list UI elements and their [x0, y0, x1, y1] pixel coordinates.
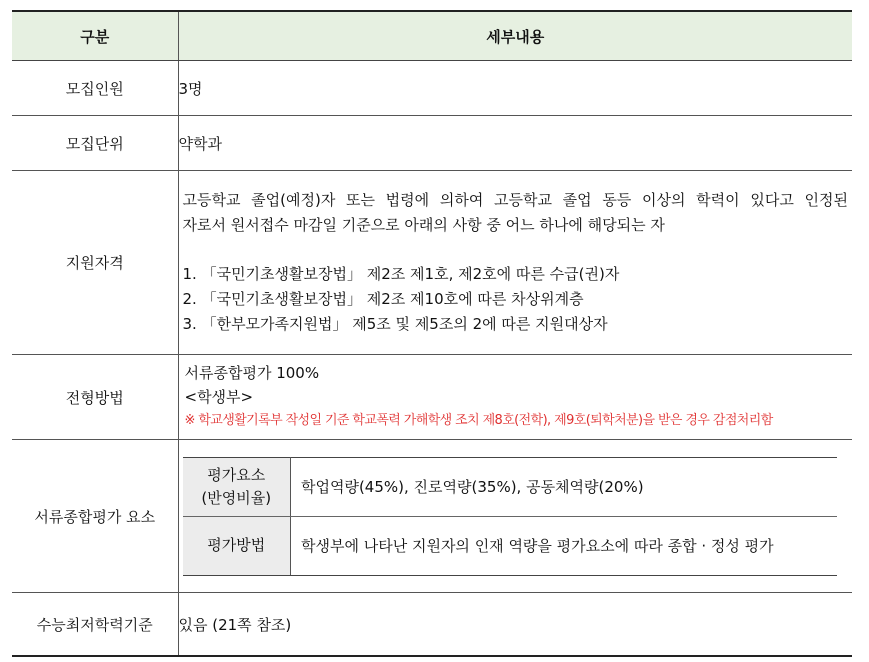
method-label: 평가방법	[183, 516, 291, 575]
selection-method-note: ※ 학교생활기록부 작성일 기준 학교폭력 가해학생 조치 제8호(전학), 제9호(퇴학처분)을 받은 경우 감점처리함	[184, 413, 773, 428]
qualification-intro-line2: 자로서 원서접수 마감일 기준으로 아래의 사항 중 어느 하나에 해당되는 자	[182, 216, 665, 234]
value-csat-min: 있음 (21쪽 참조)	[178, 593, 852, 657]
header-details: 세부내용	[178, 11, 852, 61]
value-qualification	[178, 171, 852, 355]
value-selection-method	[178, 355, 852, 440]
factor-label-line2: (반영비율)	[201, 488, 272, 507]
qualification-item: 3. 「한부모가족지원법」 제5조 및 제5조의 2에 따른 지원대상자	[182, 315, 608, 333]
value-recruit-unit: 약학과	[178, 116, 852, 171]
subtable-row	[183, 457, 837, 516]
qualification-item: 2. 「국민기초생활보장법」 제2조 제10호에 따른 차상위계층	[182, 290, 584, 308]
table-header-row	[12, 11, 852, 61]
table-row	[12, 355, 852, 440]
table-row	[12, 171, 852, 355]
label-doc-eval: 서류종합평가 요소	[12, 440, 178, 593]
qualification-item: 1. 「국민기초생활보장법」 제2조 제1호, 제2호에 따른 수급(권)자	[182, 265, 620, 283]
qualification-intro-line1: 고등학교 졸업(예정)자 또는 법령에 의하여 고등학교 졸업 동등 이상의 학력이 있다고 인정된	[182, 191, 848, 209]
table-row	[12, 61, 852, 116]
method-value: 학생부에 나타난 지원자의 인재 역량을 평가요소에 따라 종합 · 정성 평가	[291, 516, 837, 575]
label-selection-method: 전형방법	[12, 355, 178, 440]
value-doc-eval	[178, 440, 852, 593]
table-row	[12, 440, 852, 593]
selection-method-line2: <학생부>	[184, 388, 254, 406]
label-qualification: 지원자격	[12, 171, 178, 355]
label-csat-min: 수능최저학력기준	[12, 593, 178, 657]
admission-info-table	[12, 10, 852, 657]
label-recruit-count: 모집인원	[12, 61, 178, 116]
label-recruit-unit: 모집단위	[12, 116, 178, 171]
header-category: 구분	[12, 11, 178, 61]
selection-method-line1: 서류종합평가 100%	[184, 364, 320, 382]
value-recruit-count: 3명	[178, 61, 852, 116]
factor-label	[183, 457, 291, 516]
subtable-row	[183, 516, 837, 575]
factor-value: 학업역량(45%), 진로역량(35%), 공동체역량(20%)	[291, 457, 837, 516]
table-row	[12, 116, 852, 171]
factor-label-line1: 평가요소	[207, 465, 266, 484]
table-row	[12, 593, 852, 657]
doc-eval-subtable	[183, 457, 837, 576]
